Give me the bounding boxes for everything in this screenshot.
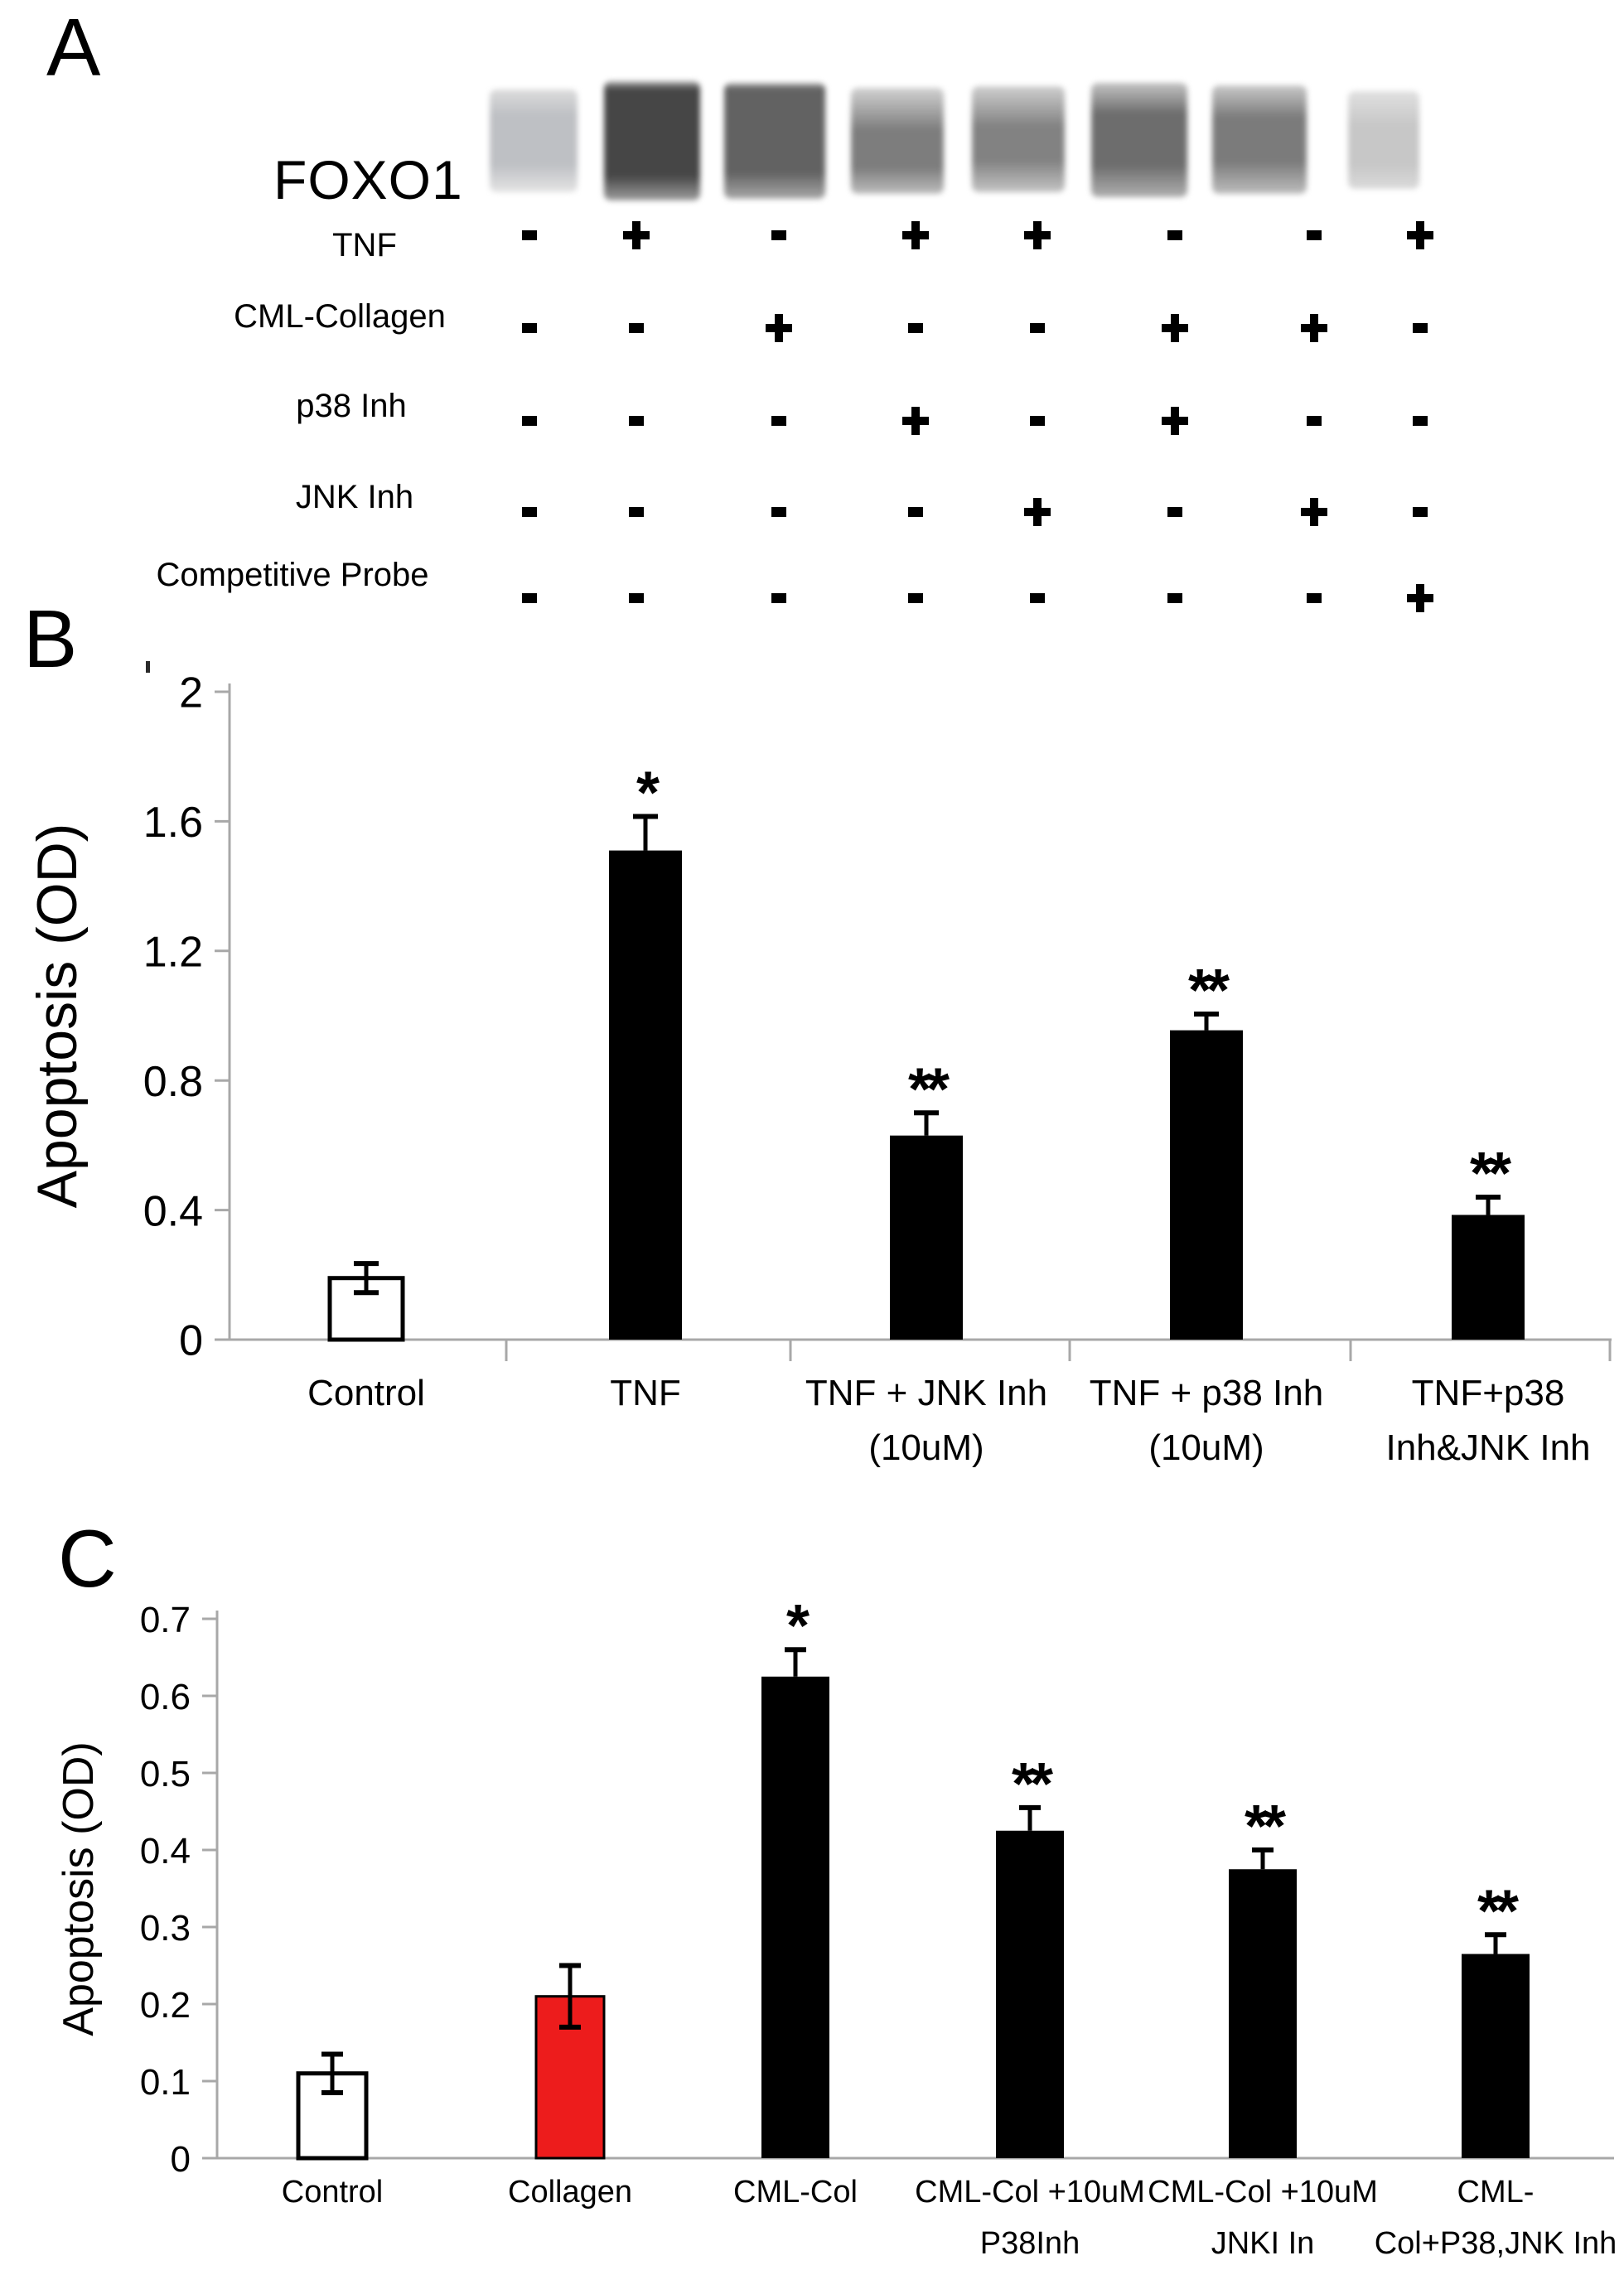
x-category-label: (10uM) [868,1427,984,1468]
minus-sign [1307,593,1322,603]
minus-sign [771,507,786,517]
plus-sign [1162,407,1188,435]
blot-lane-1 [490,89,578,192]
plus-sign [1162,314,1188,342]
significance-asterisks: ** [907,1056,945,1123]
significance-asterisks: * [785,1593,805,1660]
minus-sign [1030,593,1045,603]
x-category-label: TNF + p38 Inh [1089,1373,1324,1413]
minus-sign [629,323,644,333]
plus-sign [902,407,929,435]
minus-sign [771,593,786,603]
significance-asterisks: ** [1469,1140,1507,1207]
y-axis-title: Apoptosis (OD) [26,823,89,1209]
y-tick-label: 0 [170,2138,191,2180]
minus-sign [522,507,537,517]
x-category-label: TNF + JNK Inh [805,1373,1048,1413]
minus-sign [1413,323,1428,333]
panel-c-letter: C [58,1513,117,1604]
bar-cml-col-10um [996,1831,1064,2158]
x-category-label: Control [281,2175,384,2210]
y-tick-label: 0.4 [143,1187,203,1236]
x-category-label: TNF+p38 [1411,1373,1565,1413]
bar-cml-col [761,1677,829,2158]
plus-sign [1024,498,1051,526]
minus-sign [1030,416,1045,426]
minus-sign [629,507,644,517]
minus-sign [1307,230,1322,240]
minus-sign [771,230,786,240]
x-category-label: Col+P38,JNK Inh [1374,2226,1617,2261]
x-category-label: CML-Col +10uM [1148,2175,1378,2210]
plus-sign [766,314,792,342]
y-tick-label: 0.7 [139,1599,191,1640]
blot-lane-3 [724,83,825,199]
y-tick-label: 0.3 [139,1907,191,1949]
bar-tnf-jnk-inh [890,1136,963,1340]
minus-sign [908,323,923,333]
bar-cml-col-10um [1229,1869,1297,2158]
significance-asterisks: ** [1187,958,1225,1025]
plus-sign [1024,221,1051,249]
x-category-label: CML-Col [733,2175,858,2210]
apoptosis-chart-cml-collagen [0,1524,1624,2270]
y-tick-label: 0.4 [139,1830,191,1872]
panel-b-letter: B [23,593,78,684]
minus-sign [629,593,644,603]
plus-sign [1301,314,1327,342]
minus-sign [522,416,537,426]
x-category-label: CML-Col +10uM [915,2175,1145,2210]
condition-row-label-5: Competitive Probe [156,557,429,593]
y-tick-label: 0.2 [139,1984,191,2026]
bar-tnf-p38 [1452,1215,1525,1340]
y-tick-label: 1.6 [143,799,203,848]
significance-asterisks: ** [1011,1751,1049,1818]
bar-cml- [1462,1954,1530,2158]
condition-row-label-1: TNF [332,227,397,263]
y-tick-label: 0.1 [139,2061,191,2103]
plus-sign [623,221,650,249]
minus-sign [1167,230,1182,240]
x-category-label: CML- [1457,2175,1535,2210]
minus-sign [1030,323,1045,333]
bar-tnf-p38-inh [1170,1031,1243,1340]
foxo1-blot-label: FOXO1 [273,149,463,210]
minus-sign [771,416,786,426]
minus-sign [908,507,923,517]
minus-sign [1167,507,1182,517]
significance-asterisks: ** [1244,1794,1282,1860]
minus-sign [1413,416,1428,426]
blot-lane-6 [1091,83,1187,197]
x-category-label: Inh&JNK Inh [1385,1427,1591,1468]
minus-sign [1413,507,1428,517]
plus-sign [1301,498,1327,526]
blot-lane-4 [851,88,944,194]
condition-row-label-3: p38 Inh [296,388,407,424]
condition-row-label-4: JNK Inh [295,479,414,515]
y-axis-title: Apoptosis (OD) [55,1741,103,2036]
minus-sign [1307,416,1322,426]
y-tick-label: 1.2 [143,928,203,977]
significance-asterisks: ** [1477,1878,1515,1945]
x-category-label: P38Inh [979,2226,1080,2261]
plus-sign [902,221,929,249]
x-category-label: Control [307,1373,425,1413]
blot-lane-7 [1212,85,1307,194]
y-tick-label: 0 [179,1316,203,1365]
minus-sign [1167,593,1182,603]
minus-sign [522,593,537,603]
minus-sign [522,323,537,333]
blot-lane-2 [604,81,700,200]
x-category-label: TNF [610,1373,681,1413]
y-tick-label: 2 [179,669,203,717]
bar-tnf [609,851,682,1340]
x-category-label: (10uM) [1148,1427,1264,1468]
blot-lane-8 [1348,91,1419,189]
apoptosis-chart-tnf [0,605,1624,1524]
blot-lane-5 [972,86,1065,192]
panel-a-letter: A [46,2,101,93]
significance-asterisks: * [636,760,655,827]
plus-sign [1407,221,1433,249]
minus-sign [908,593,923,603]
y-tick-label: 0.5 [139,1753,191,1794]
x-category-label: Collagen [508,2175,632,2210]
x-category-label: JNKI In [1211,2226,1315,2261]
minus-sign [629,416,644,426]
y-tick-label: 0.8 [143,1057,203,1106]
condition-row-label-2: CML-Collagen [234,298,446,335]
y-tick-label: 0.6 [139,1676,191,1717]
minus-sign [522,230,537,240]
